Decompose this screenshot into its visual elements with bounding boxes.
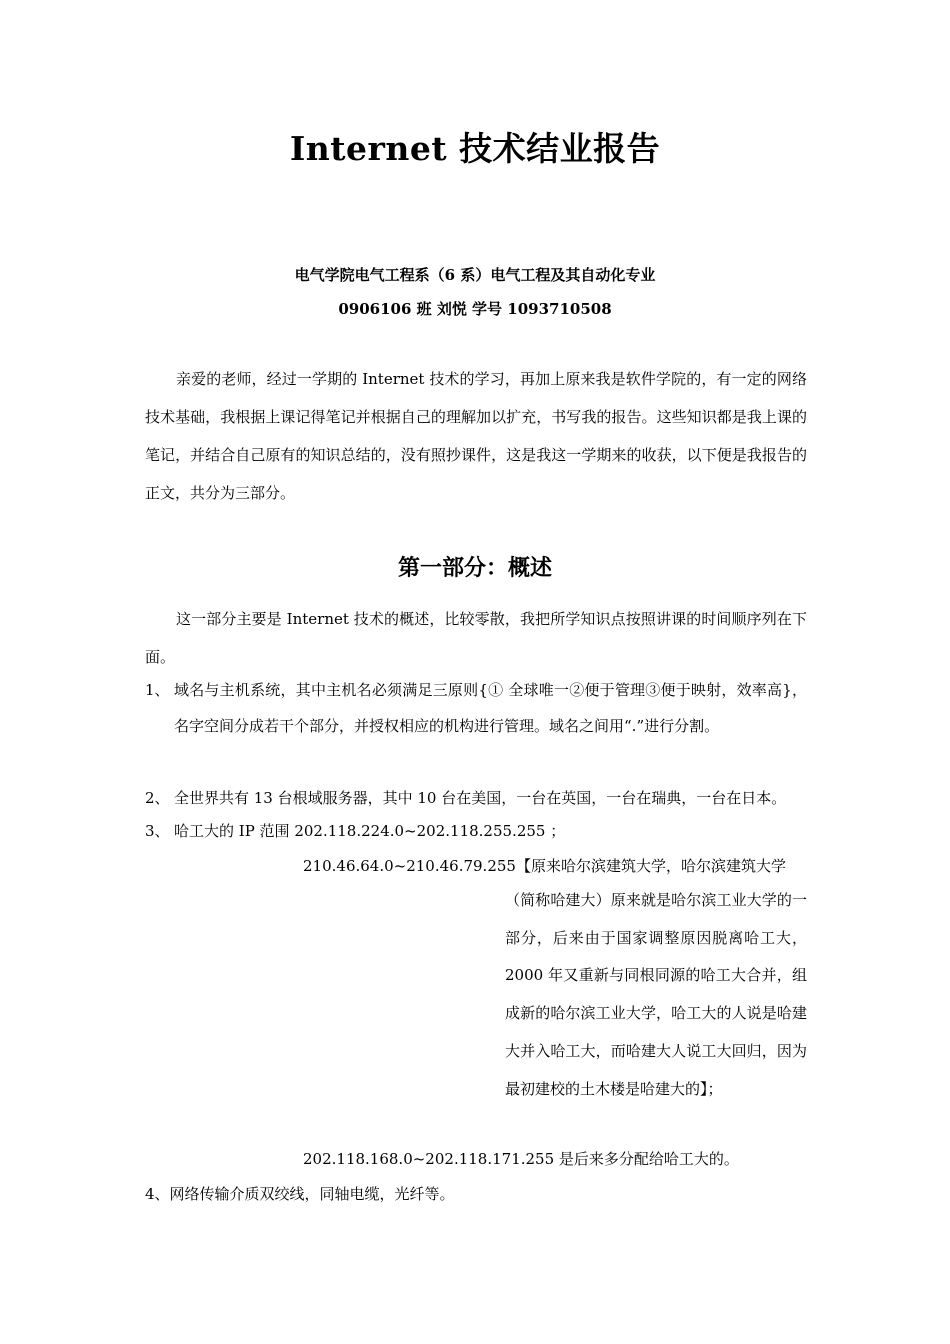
author-class-id: 0906106 班 刘悦 学号 1093710508 bbox=[338, 300, 612, 318]
section-intro-paragraph: 这一部分主要是 Internet 技术的概述，比较零散，我把所学知识点按照讲课的时间顺序列在下面。 bbox=[145, 610, 807, 666]
intro-paragraph: 亲爱的老师，经过一学期的 Internet 技术的学习，再加上原来我是软件学院的，有一定的网络技术基础，我根据上课记得笔记并根据自己的理解加以扩充，书写我的报告。这些知识都是我上课的笔记，并结合自己原有的知识总结的，没有照抄课件，这是我这一学期来的收获，以下便是我报告的正文，共分为三部分。 bbox=[145, 370, 807, 502]
list-item-text: 全世界共有 13 台根域服务器，其中 10 台在美国，一台在英国，一台在瑞典，一台在日本。 bbox=[174, 789, 787, 807]
list-item-text: 域名与主机系统，其中主机名必须满足三原则{① 全球唯一②便于管理③便于映射，效率高}，名字空间分成若干个部分，并授权相应的机构进行管理。域名之间用“.”进行分割。 bbox=[174, 681, 807, 735]
document-title: Internet 技术结业报告 bbox=[289, 129, 661, 168]
list-item-number: 2、 bbox=[145, 789, 170, 807]
ip-range-2: 210.46.64.0~210.46.79.255 bbox=[303, 857, 516, 875]
list-item bbox=[145, 780, 807, 816]
list-item bbox=[145, 672, 807, 744]
section-heading: 第一部分：概述 bbox=[397, 556, 552, 581]
list-item-number: 1、 bbox=[145, 681, 170, 699]
list-item bbox=[145, 813, 807, 849]
list-item-number: 3、 bbox=[145, 822, 170, 840]
ip-note: （简称哈建大）原来就是哈尔滨工业大学的一部分，后来由于国家调整原因脱离哈工大，2000 年又重新与同根同源的哈工大合并，组成新的哈尔滨工业大学，哈工大的人说是哈建大并入哈工大，而哈建大人说工大回归，因为最初建校的土木楼是哈建大的】； bbox=[505, 891, 807, 1098]
ip-range-3: 202.118.168.0~202.118.171.255 是后来多分配给哈工大的。 bbox=[303, 1150, 739, 1168]
list-item-4: 4、网络传输介质双绞线，同轴电缆，光纤等。 bbox=[145, 1185, 455, 1203]
ip-range-line bbox=[303, 848, 786, 884]
ip-note-first-line: 【原来哈尔滨建筑大学，哈尔滨建筑大学 bbox=[515, 857, 786, 875]
list-item-text: 哈工大的 IP 范围 202.118.224.0~202.118.255.255 ； bbox=[174, 822, 566, 840]
author-department: 电气学院电气工程系（6 系）电气工程及其自动化专业 bbox=[294, 266, 656, 284]
